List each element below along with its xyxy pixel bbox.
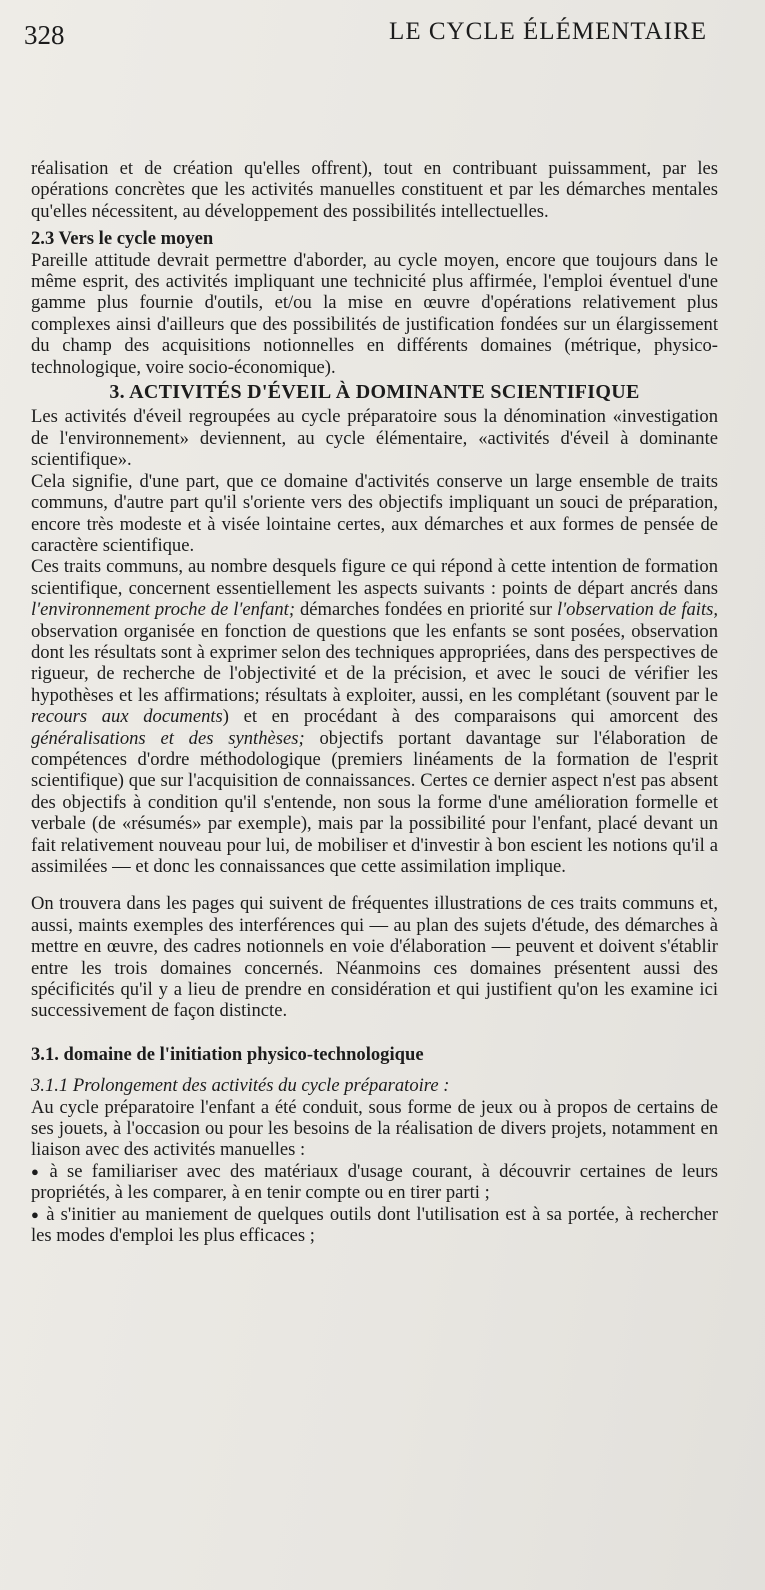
heading-section-3: 3. ACTIVITÉS D'ÉVEIL À DOMINANTE SCIENTIFIQUE [109, 381, 640, 404]
paragraph-2-3: Pareille attitude devrait permettre d'aborder, au cycle moyen, encore que toujours dans le même esprit, des activités impliquant une technicité plus affirmée, l'emploi éventuel d'une gamme plus fournie d'outils, et/ou la mise en œuvre d'opérations relativement plus complexes ainsi d'ailleurs que des possibilités de justification fondées sur un élargissement du champ des acquisitions notionnelles en différents domaines (métrique, physico-technologique, voire socio-économique). [31, 249, 718, 378]
paragraph-3b: Cela signifie, d'une part, que ce domaine d'activités conserve un large ensemble de traits communs, d'autre part qu'il s'oriente vers des objectifs impliquant un souci de préparation, encore très modeste et à visée lointaine certes, aux démarches et aux formes de pensée de caractère scientifique. [31, 470, 718, 556]
bullet-icon: ● [31, 1206, 41, 1222]
paragraph-intro: réalisation et de création qu'elles offrent), tout en contribuant puissamment, par les opérations concrètes que les activités manuelles constituent et par les démarches mentales qu'elles nécessitent, au développement des possibilités intellectuelles. [31, 158, 718, 222]
page-body [31, 158, 718, 1247]
bullet-icon: ● [31, 1163, 44, 1179]
paragraph-3c-text-1: Ces traits communs, au nombre desquels figure ce qui répond à cette intention de formation scientifique, concernent essentiellement les aspects suivants : points de départ ancrés dans [31, 556, 718, 599]
list-item [31, 1161, 718, 1204]
paragraph-3c-emphasis-1: l'environnement proche de l'enfant; [31, 599, 296, 621]
paragraph-3c-emphasis-4: généralisations et des synthèses; [31, 727, 305, 749]
page-header [24, 18, 707, 52]
running-title: LE CYCLE ÉLÉMENTAIRE [389, 18, 707, 45]
list-item [31, 1204, 718, 1247]
paragraph-3d: On trouvera dans les pages qui suivent de fréquentes illustrations de ces traits communs et, aussi, maints exemples des interférences qui — au plan des sujets d'étude, des démarches à mettre en œuvre, des cadres notionnels en voie d'élaboration — peuvent et doivent s'établir entre les trois domaines concernés. Néanmoins ces domaines présentent aussi des spécificités qu'il y a lieu de prendre en considération et qui justifient qu'on les examine ici successivement de façon distincte. [31, 893, 718, 1022]
paragraph-3c-text-4: ) et en procédant à des comparaisons qui amorcent des [222, 706, 718, 728]
heading-3-1-1: 3.1.1 Prolongement des activités du cycle préparatoire : [31, 1075, 450, 1097]
paragraph-3a: Les activités d'éveil regroupées au cycle préparatoire sous la dénomination «investigation de l'environnement» deviennent, au cycle élémentaire, «activités d'éveil à dominante scientifique». [31, 406, 718, 471]
paragraph-3c-text-3: observation organisée en fonction de questions que les enfants se sont posées, observation dont les résultats sont à exprimer selon des techniques appropriées, dans des perspectives de rigueur, de recherche de l'objectivité et de la précision, et avec le souci de vérifier les hypothèses et les affirmations; résultats à exploiter, aussi, en les complétant (souvent par le [31, 620, 718, 706]
heading-3-1: 3.1. domaine de l'initiation physico-technologique [31, 1043, 424, 1065]
list-item-text: à s'initier au maniement de quelques outils dont l'utilisation est à sa portée, à rechercher les modes d'emploi les plus efficaces ; [31, 1203, 718, 1247]
paragraph-3-1-1: Au cycle préparatoire l'enfant a été conduit, sous forme de jeux ou à propos de certains de ses jouets, à l'occasion ou pour les besoins de la réalisation de divers projets, notamment en liaison avec des activités manuelles : [31, 1096, 718, 1161]
heading-2-3: 2.3 Vers le cycle moyen [31, 228, 214, 250]
paragraph-3c-emphasis-2: l'observation de faits, [556, 599, 718, 621]
paragraph-3c [31, 556, 718, 877]
paragraph-3c-text-2: démarches fondées en priorité sur [295, 599, 557, 621]
list-item-text: à se familiariser avec des matériaux d'usage courant, à découvrir certaines de leurs propriétés, à les comparer, à en tenir compte ou en tirer parti ; [31, 1160, 718, 1204]
paragraph-3c-text-5: objectifs portant davantage sur l'élaboration de compétences d'ordre méthodologique (premiers linéaments de la formation de l'esprit scientifique) que sur l'acquisition de connaissances. Certes ce dernier aspect n'est pas absent des objectifs à condition qu'il s'entende, non sous la forme d'une amélioration formelle et verbale (de «résumés» par exemple), mais par la possibilité pour l'enfant, placé devant un fait relativement nouveau pour lui, de mobiliser et d'investir à bon escient les notions qu'il a assimilées — et donc les connaissances que cette assimilation implique. [31, 727, 719, 877]
paragraph-3c-emphasis-3: recours aux documents [31, 706, 223, 728]
page-number: 328 [24, 20, 65, 50]
